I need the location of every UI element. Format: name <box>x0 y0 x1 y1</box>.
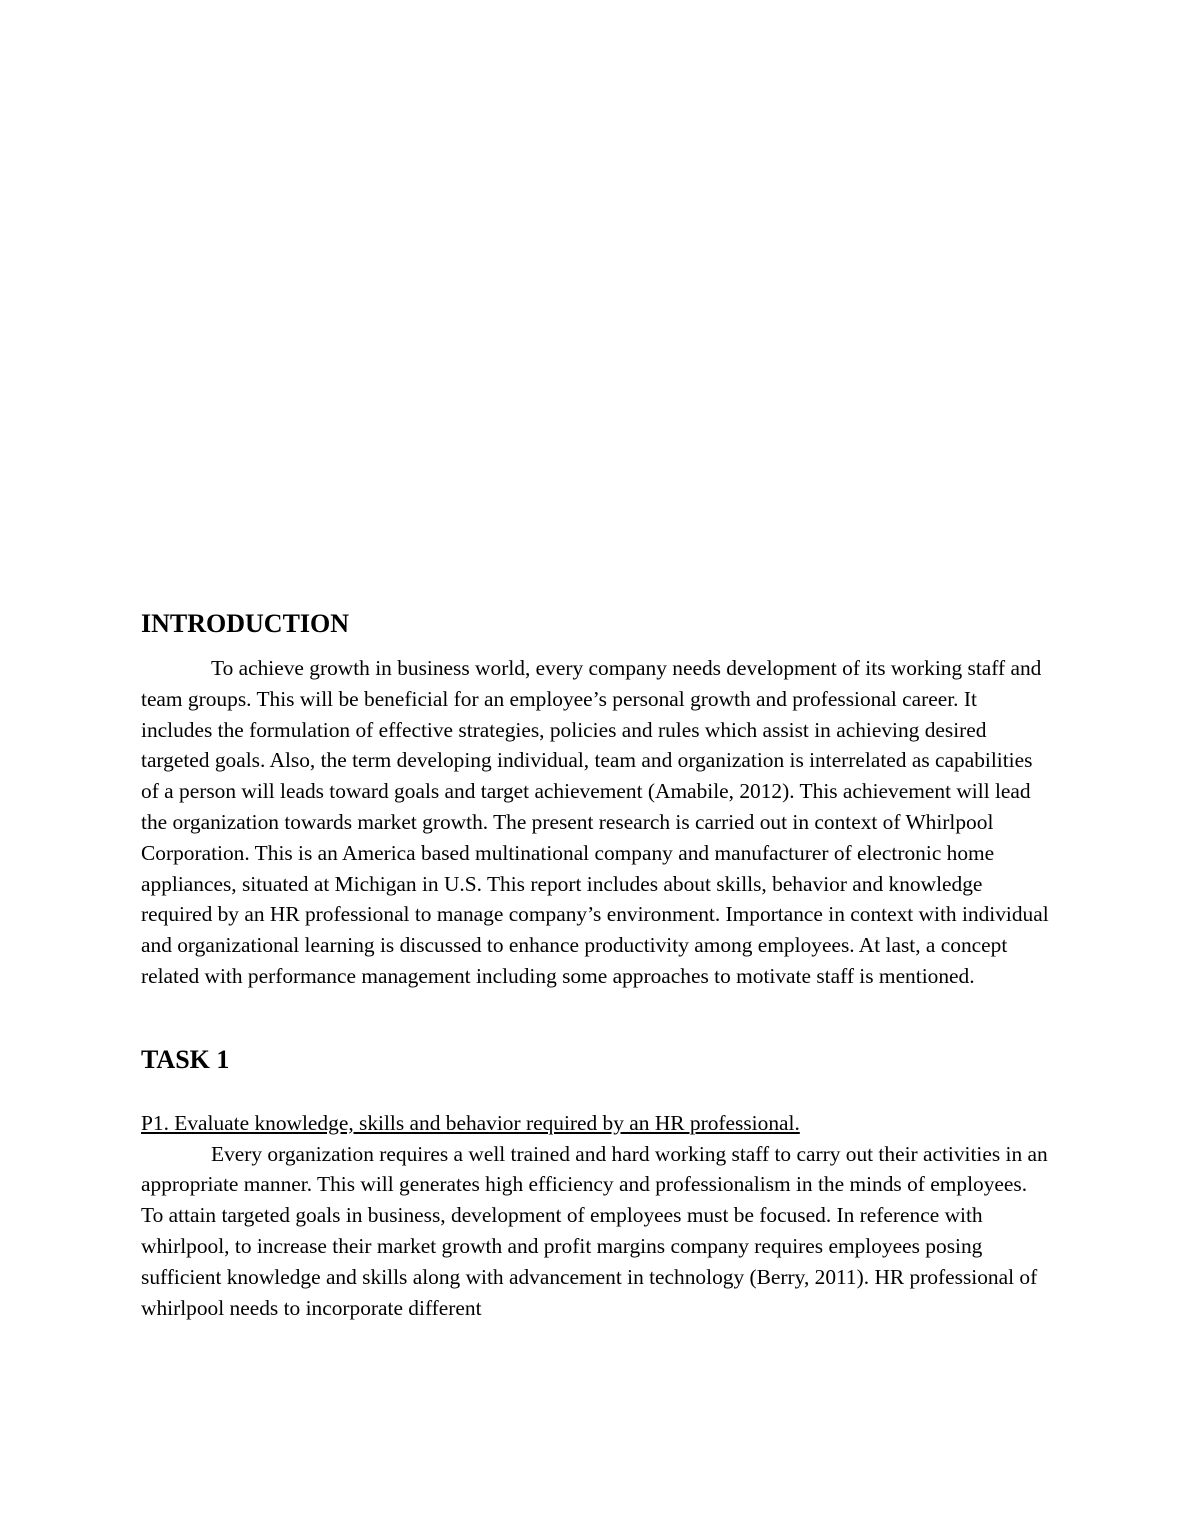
document-body <box>141 606 1053 1323</box>
introduction-heading: INTRODUCTION <box>141 609 350 638</box>
introduction-text: To achieve growth in business world, every company needs development of its working staff and team groups. This will be beneficial for an employee’s personal growth and professional career. It includes the formulation of effective strategies, policies and rules which assist in achieving desired targeted goals. Also, the term developing individual, team and organization is interrelated as capabilities of a person will leads toward goals and target achievement (Amabile, 2012). This achievement will lead the organization towards market growth. The present research is carried out in context of Whirlpool Corporation. This is an America based multinational company and manufacturer of electronic home appliances, situated at Michigan in U.S. This report includes about skills, behavior and knowledge required by an HR professional to manage company’s environment. Importance in context with individual and organizational learning is discussed to enhance productivity among employees. At last, a concept related with performance management including some approaches to motivate staff is mentioned. <box>141 656 1049 988</box>
task1-paragraph <box>141 1139 1053 1324</box>
p1-subheading: P1. Evaluate knowledge, skills and behavior required by an HR professional. <box>141 1110 800 1135</box>
task1-text: Every organization requires a well trained and hard working staff to carry out their activities in an appropriate manner. This will generates high efficiency and professionalism in the minds of employees. To attain targeted goals in business, development of employees must be focused. In reference with whirlpool, to increase their market growth and profit margins company requires employees posing sufficient knowledge and skills along with advancement in technology (Berry, 2011). HR professional of whirlpool needs to incorporate different <box>141 1141 1048 1320</box>
introduction-paragraph <box>141 653 1053 992</box>
task1-heading: TASK 1 <box>141 1044 230 1074</box>
